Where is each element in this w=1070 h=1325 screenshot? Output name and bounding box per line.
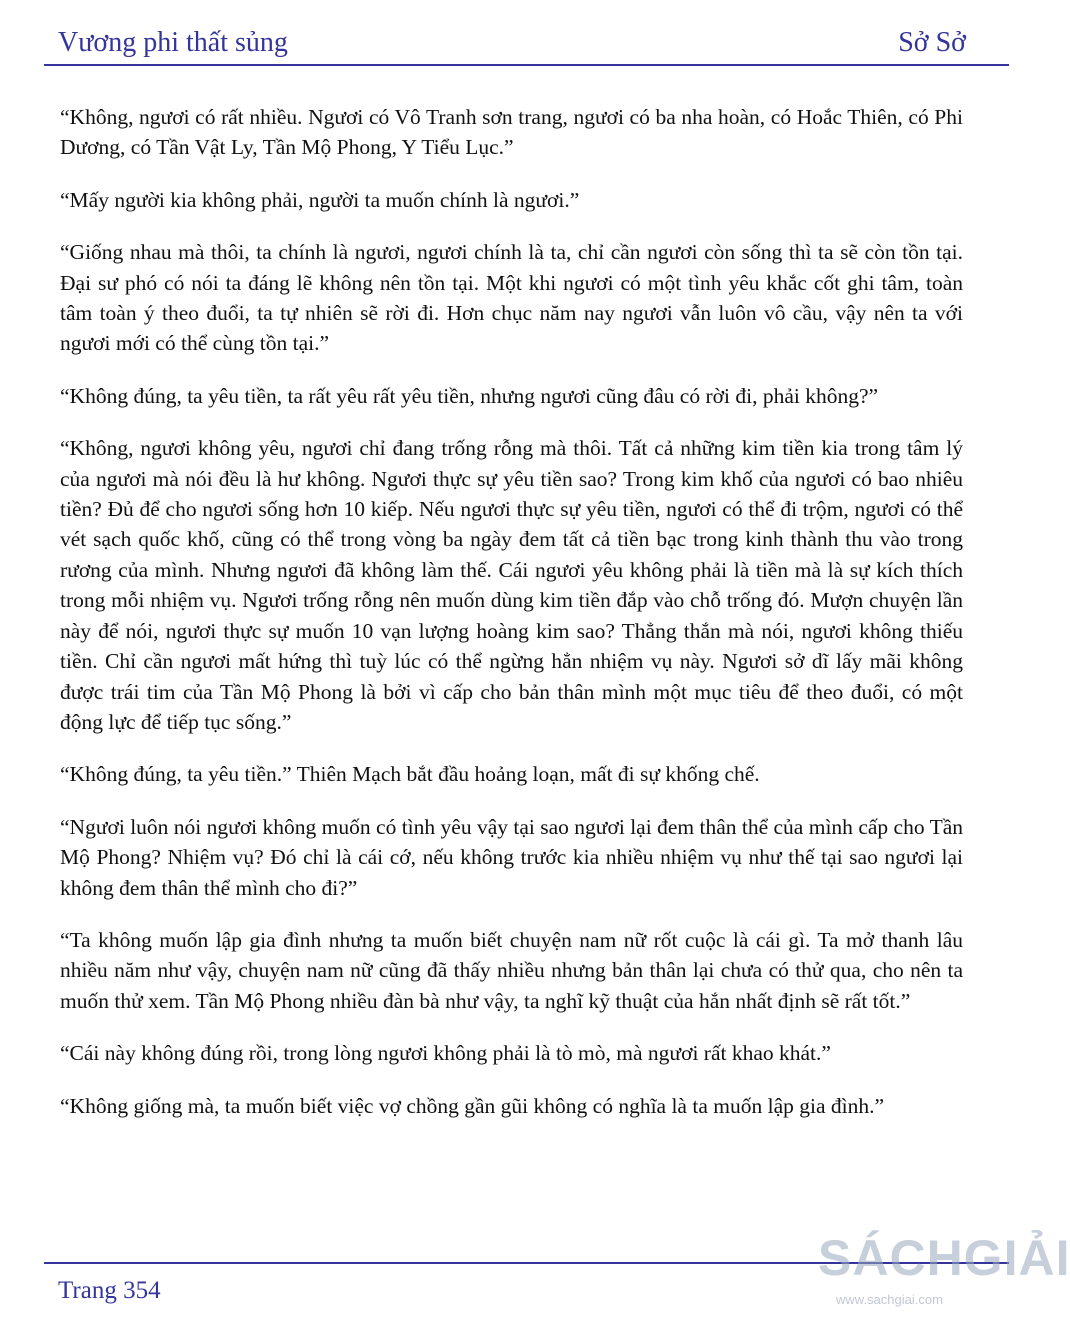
- author-name: Sở Sở: [898, 27, 966, 58]
- paragraph: “Không, ngươi có rất nhiều. Ngươi có Vô Tranh sơn trang, ngươi có ba nha hoàn, có Hoắc Thiên, có Phi Dương, có Tần Vật Ly, Tần Mộ Phong, Y Tiểu Lục.”: [60, 105, 963, 160]
- page-body: [60, 102, 963, 1143]
- watermark-url: www.sachgiai.com: [836, 1292, 943, 1307]
- paragraph: “Mấy người kia không phải, người ta muốn chính là ngươi.”: [60, 187, 580, 212]
- book-title: Vương phi thất sủng: [58, 27, 288, 58]
- watermark-logo: SÁCHGIẢI: [818, 1230, 1070, 1286]
- paragraph: “Không, ngươi không yêu, ngươi chỉ đang trống rỗng mà thôi. Tất cả những kim tiền kia trong tâm lý của ngươi mà nói đều là hư không. Ngươi thực sự yêu tiền sao? Trong kim khố của ngươi có bao nhiêu tiền? Đủ để cho ngươi sống hơn 10 kiếp. Nếu ngươi thực sự yêu tiền, ngươi có thể đi trộm, ngươi có thể vét sạch quốc khố, cũng có thể trong vòng ba ngày đem tất cả tiền bạc trong kinh thành thu vào trong rương của mình. Nhưng ngươi đã không làm thế. Cái ngươi yêu không phải là tiền mà là sự kích thích trong mỗi nhiệm vụ. Ngươi trống rỗng nên muốn dùng kim tiền đắp vào chỗ trống đó. Mượn chuyện lần này để nói, ngươi thực sự muốn 10 vạn lượng hoàng kim sao? Thẳng thắn mà nói, ngươi không thiếu tiền. Chỉ cần ngươi mất hứng thì tuỳ lúc có thể ngừng hẳn nhiệm vụ này. Ngươi sở dĩ lấy mãi không được trái tim của Tần Mộ Phong là bởi vì cấp cho bản thân mình một mục tiêu để theo đuổi, có một động lực để tiếp tục sống.”: [60, 436, 963, 734]
- page-number: Trang 354: [58, 1277, 161, 1304]
- paragraph: “Giống nhau mà thôi, ta chính là ngươi, ngươi chính là ta, chỉ cần ngươi còn sống thì ta sẽ còn tồn tại. Đại sư phó có nói ta đáng lẽ không nên tồn tại. Một khi ngươi có một tình yêu khắc cốt ghi tâm, toàn tâm toàn ý theo đuổi, ta tự nhiên sẽ rời đi. Hơn chục năm nay ngươi vẫn luôn vô cầu, vậy nên ta với ngươi mới có thể cùng tồn tại.”: [60, 240, 963, 356]
- paragraph: “Cái này không đúng rồi, trong lòng ngươi không phải là tò mò, mà ngươi rất khao khát.”: [60, 1041, 831, 1066]
- watermark: [818, 1228, 1070, 1320]
- paragraph: “Ta không muốn lập gia đình nhưng ta muốn biết chuyện nam nữ rốt cuộc là cái gì. Ta mở thanh lâu nhiều năm như vậy, chuyện nam nữ cũng đã thấy nhiều nhưng bản thân lại chưa có thử qua, cho nên ta muốn thử xem. Tần Mộ Phong nhiều đàn bà như vậy, ta nghĩ kỹ thuật của hắn nhất định sẽ rất tốt.”: [60, 927, 963, 1013]
- paragraph: “Không giống mà, ta muốn biết việc vợ chồng gần gũi không có nghĩa là ta muốn lập gia đình.”: [60, 1093, 885, 1118]
- page-header: [58, 24, 966, 64]
- paragraph: “Không đúng, ta yêu tiền, ta rất yêu rất yêu tiền, nhưng ngươi cũng đâu có rời đi, phải không?”: [60, 383, 879, 408]
- paragraph: “Không đúng, ta yêu tiền.” Thiên Mạch bắt đầu hoảng loạn, mất đi sự khống chế.: [60, 762, 760, 787]
- paragraph: “Ngươi luôn nói ngươi không muốn có tình yêu vậy tại sao ngươi lại đem thân thể của mình cấp cho Tần Mộ Phong? Nhiệm vụ? Đó chỉ là cái cớ, nếu không trước kia nhiều nhiệm vụ như thế tại sao ngươi lại không đem thân thể mình cho đi?”: [60, 814, 963, 900]
- header-divider: [44, 64, 1009, 66]
